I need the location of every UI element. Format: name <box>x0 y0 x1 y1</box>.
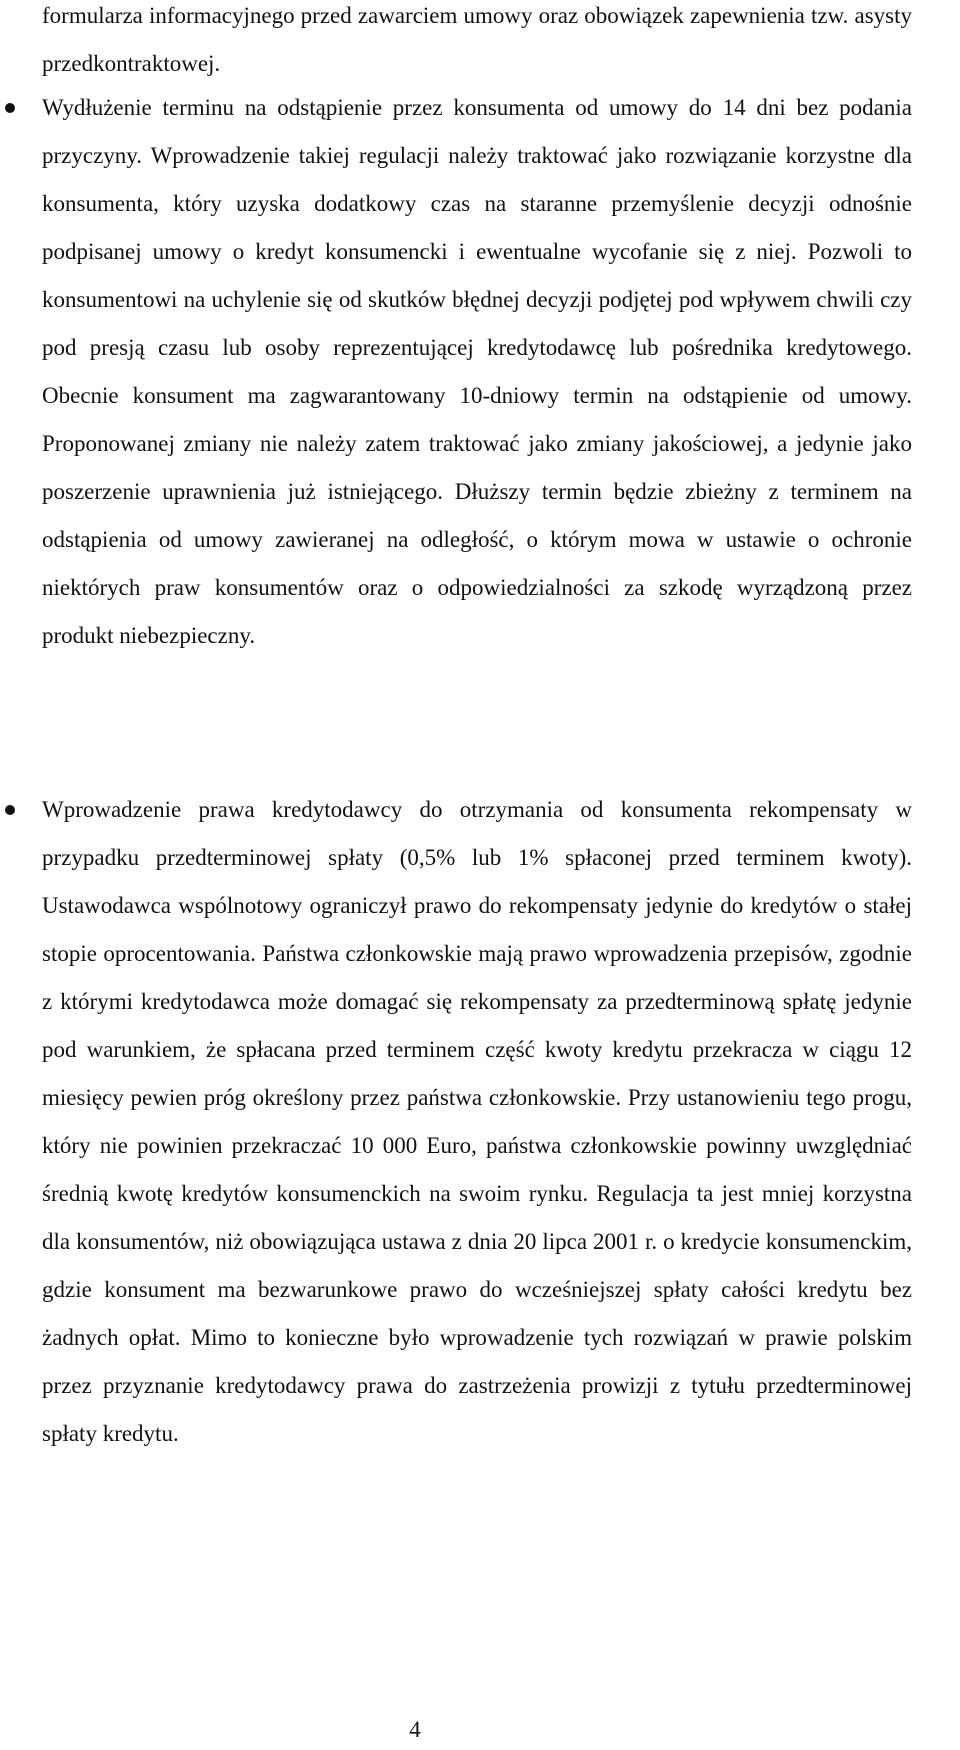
bullet-item-text: Wydłużenie terminu na odstąpienie przez konsumenta od umowy do 14 dni bez podania przyczyny. Wprowadzenie takiej regulacji należy traktować jako rozwiązanie korzystne dla konsumenta, który uzyska dodatkowy czas na staranne przemyślenie decyzji odnośnie podpisanej umowy o kredyt konsumencki i ewentualne wycofanie się z niej. Pozwoli to konsumentowi na uchylenie się od skutków błędnej decyzji podjętej pod wpływem chwili czy pod presją czasu lub osoby reprezentującej kredytodawcę lub pośrednika kredytowego. Obecnie konsument ma zagwarantowany 10-dniowy termin na odstąpienie od umowy. Proponowanej zmiany nie należy zatem traktować jako zmiany jakościowej, a jedynie jako poszerzenie uprawnienia już istniejącego. Dłuższy termin będzie zbieżny z terminem na odstąpienia od umowy zawieranej na odległość, o którym mowa w ustawie o ochronie niektórych praw konsumentów oraz o odpowiedzialności za szkodę wyrządzoną przez produkt niebezpieczny. <box>42 95 912 648</box>
bullet-icon <box>5 805 15 815</box>
bullet-item-text: Wprowadzenie prawa kredytodawcy do otrzymania od konsumenta rekompensaty w przypadku przedterminowej spłaty (0,5% lub 1% spłaconej przed terminem kwoty). Ustawodawca wspólnotowy ograniczył prawo do rekompensaty jedynie do kredytów o stałej stopie oprocentowania. Państwa członkowskie mają prawo wprowadzenia przepisów, zgodnie z którymi kredytodawca może domagać się rekompensaty za przedterminową spłatę jedynie pod warunkiem, że spłacana przed terminem część kwoty kredytu przekracza w ciągu 12 miesięcy pewien próg określony przez państwa członkowskie. Przy ustanowieniu tego progu, który nie powinien przekraczać 10 000 Euro, państwa członkowskie powinny uwzględniać średnią kwotę kredytów konsumenckich na swoim rynku. Regulacja ta jest mniej korzystna dla konsumentów, niż obowiązująca ustawa z dnia 20 lipca 2001 r. o kredycie konsumenckim, gdzie konsument ma bezwarunkowe prawo do wcześniejszej spłaty całości kredytu bez żadnych opłat. Mimo to konieczne było wprowadzenie tych rozwiązań w prawie polskim przez przyznanie kredytodawcy prawa do zastrzeżenia prowizji z tytułu przedterminowej spłaty kredytu. <box>42 797 912 1446</box>
bullet-item-early-repayment <box>42 786 912 1458</box>
bullet-item-withdrawal-period <box>42 84 912 660</box>
bullet-icon <box>5 103 15 113</box>
continuation-paragraph: formularza informacyjnego przed zawarciem umowy oraz obowiązek zapewnienia tzw. asysty przedkontraktowej. <box>42 3 912 76</box>
page-number: 4 <box>409 1717 421 1742</box>
